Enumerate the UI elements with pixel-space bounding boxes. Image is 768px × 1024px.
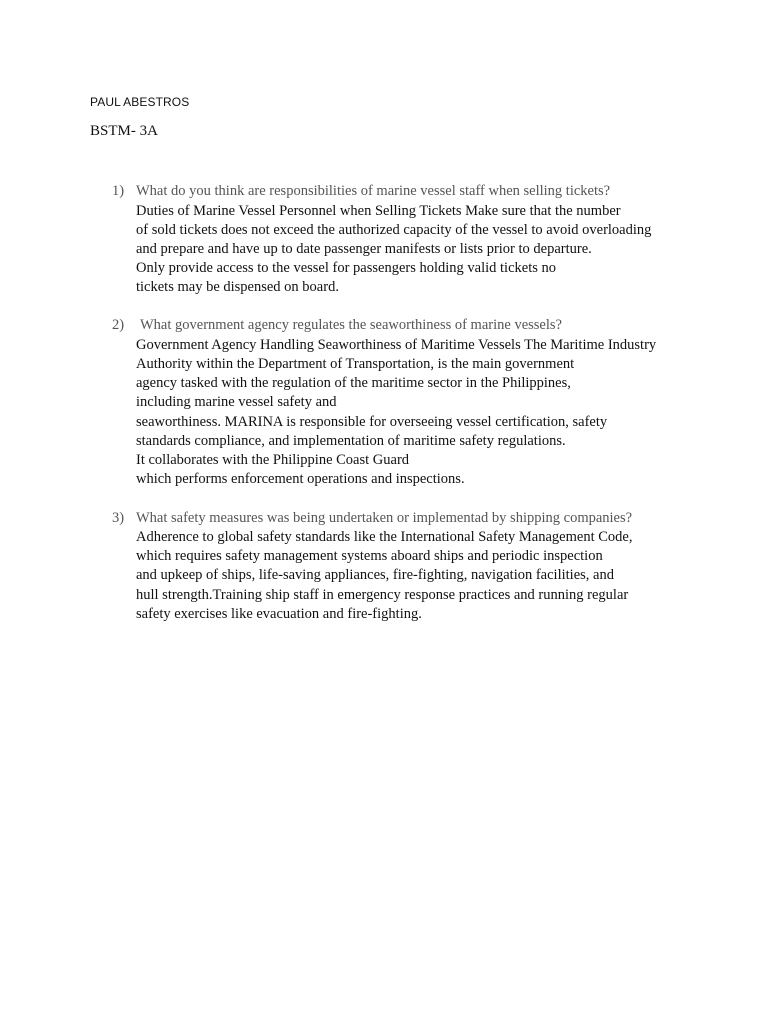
answer-2-line: Government Agency Handling Seaworthiness of Maritime Vessels The Maritime Industry <box>136 337 657 353</box>
question-1-number: 1) <box>112 183 125 199</box>
answer-1-line: of sold tickets does not exceed the authorized capacity of the vessel to avoid overloading <box>136 222 652 238</box>
question-1-text: What do you think are responsibilities of marine vessel staff when selling tickets? <box>136 183 611 199</box>
answer-1-line: Only provide access to the vessel for passengers holding valid tickets no <box>136 260 556 276</box>
question-2-number: 2) <box>112 317 125 333</box>
question-3-text: What safety measures was being undertaken or implementad by shipping companies? <box>136 510 633 526</box>
answer-3-line: hull strength.Training ship staff in emergency response practices and running regular <box>136 587 629 603</box>
answer-2-line: Authority within the Department of Transportation, is the main government <box>136 356 575 372</box>
answer-1-line: tickets may be dispensed on board. <box>136 279 339 295</box>
answer-3-line: Adherence to global safety standards like the International Safety Management Code, <box>136 529 633 545</box>
answer-1-line: Duties of Marine Vessel Personnel when Selling Tickets Make sure that the number <box>136 203 621 219</box>
answer-2-line: which performs enforcement operations and inspections. <box>136 471 465 487</box>
answer-2-line: seaworthiness. MARINA is responsible for overseeing vessel certification, safety <box>136 414 608 430</box>
answer-2-line: agency tasked with the regulation of the maritime sector in the Philippines, <box>136 375 571 391</box>
question-3-number: 3) <box>112 510 125 526</box>
answer-1-line: and prepare and have up to date passenger manifests or lists prior to departure. <box>136 241 592 257</box>
answer-2-line: standards compliance, and implementation of maritime safety regulations. <box>136 433 566 449</box>
answer-3-line: and upkeep of ships, life-saving appliances, fire-fighting, navigation facilities, and <box>136 567 614 583</box>
answer-3-line: which requires safety management systems aboard ships and periodic inspection <box>136 548 603 564</box>
answer-3-line: safety exercises like evacuation and fire-fighting. <box>136 606 422 622</box>
class-section: BSTM- 3A <box>90 123 158 139</box>
answer-2-line: It collaborates with the Philippine Coast Guard <box>136 452 410 468</box>
author-name: PAUL ABESTROS <box>90 95 190 109</box>
answer-2-line: including marine vessel safety and <box>136 394 337 410</box>
question-2-text: What government agency regulates the seaworthiness of marine vessels? <box>140 317 562 333</box>
